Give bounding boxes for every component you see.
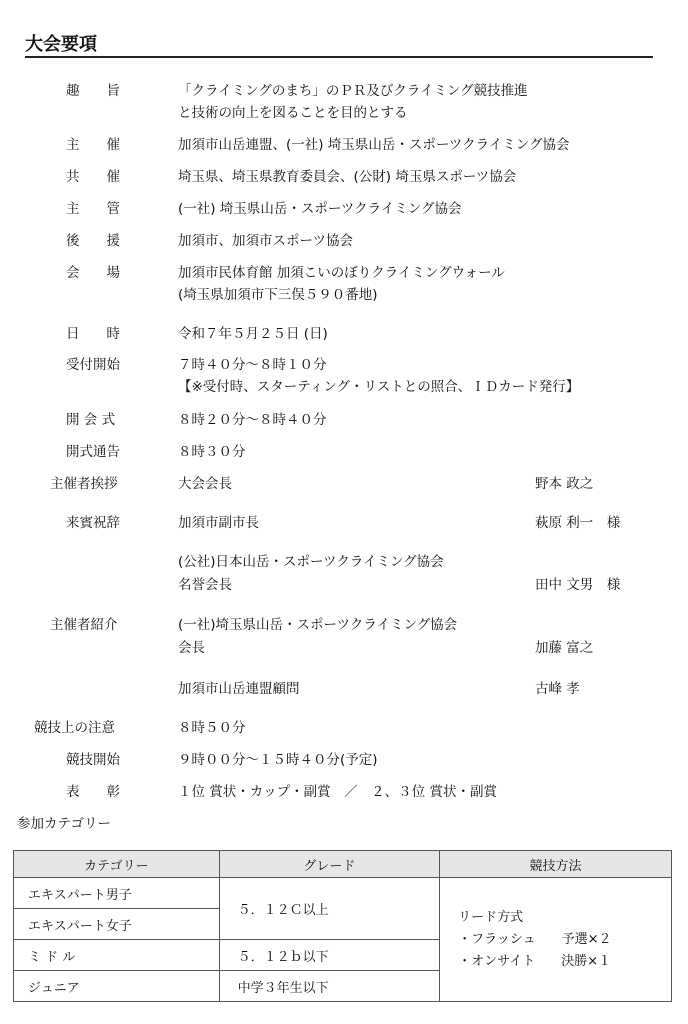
- label-venue: 会 場: [66, 265, 120, 281]
- category-junior: ジュニア: [14, 971, 220, 1002]
- value-reception-note: 【※受付時、スターティング・リストとの照合、ＩＤカード発行】: [178, 379, 580, 395]
- grade-middle: ５．１２ｂ以下: [219, 940, 440, 971]
- label-support: 後 援: [66, 233, 120, 249]
- label-competition-start: 競技開始: [66, 752, 120, 768]
- label-opening-notice: 開式通告: [66, 444, 120, 460]
- value-competition-notes: ８時５０分: [178, 720, 246, 736]
- page-title: 大会要項: [25, 34, 97, 55]
- method-flash: ・フラッシュ 予選×２: [458, 931, 612, 947]
- value-host2-person: 古峰 孝: [535, 681, 580, 697]
- label-purpose: 趣 旨: [66, 83, 120, 99]
- value-guest2-person: 田中 文男 様: [535, 577, 621, 593]
- method-cell: [440, 878, 672, 1002]
- value-guest1-person: 萩原 利一 様: [535, 515, 621, 531]
- label-competition-notes: 競技上の注意: [34, 720, 115, 736]
- method-onsight: ・オンサイト 決勝×１: [458, 953, 612, 969]
- value-host1-role: 会長: [178, 640, 205, 656]
- label-guest-speeches: 来賓祝辞: [66, 515, 120, 531]
- header-method: 競技方法: [440, 851, 672, 878]
- label-management: 主 管: [66, 201, 120, 217]
- value-management: (一社) 埼玉県山岳・スポーツクライミング協会: [178, 201, 462, 217]
- value-host-greeting-role: 大会会長: [178, 476, 232, 492]
- table-row: [14, 878, 672, 909]
- value-date: 令和７年５月２５日 (日): [178, 326, 328, 342]
- label-host-greeting: 主催者挨拶: [50, 476, 118, 492]
- value-guest2-org: (公社)日本山岳・スポーツクライミング協会: [178, 554, 444, 570]
- category-middle: ミ ド ル: [14, 940, 220, 971]
- method-lead: リード方式: [458, 909, 524, 925]
- value-venue-line2: (埼玉県加須市下三俣５９０番地): [178, 287, 378, 303]
- label-opening-ceremony: 開 会 式: [66, 412, 116, 428]
- value-purpose-line1: 「クライミングのまち」のＰＲ及びクライミング競技推進: [178, 83, 528, 99]
- value-guest2-role: 名誉会長: [178, 577, 232, 593]
- value-purpose-line2: と技術の向上を図ることを目的とする: [178, 105, 408, 121]
- value-host1-person: 加藤 富之: [535, 640, 594, 656]
- value-organizer: 加須市山岳連盟、(一社) 埼玉県山岳・スポーツクライミング協会: [178, 137, 570, 153]
- grade-junior: 中学３年生以下: [219, 971, 440, 1002]
- category-expert-men: エキスパート男子: [14, 878, 220, 909]
- value-support: 加須市、加須市スポーツ協会: [178, 233, 353, 249]
- header-category: カテゴリー: [14, 851, 220, 878]
- value-venue-line1: 加須市民体育館 加須こいのぼりクライミングウォール: [178, 265, 505, 281]
- label-co-organizer: 共 催: [66, 169, 120, 185]
- categories-caption: 参加カテゴリー: [17, 816, 111, 832]
- header-grade: グレード: [219, 851, 440, 878]
- value-awards: １位 賞状・カップ・副賞 ／ ２、３位 賞状・副賞: [178, 784, 497, 800]
- value-competition-start: ９時００分～１５時４０分(予定): [178, 752, 378, 768]
- value-opening-ceremony: ８時２０分～８時４０分: [178, 412, 327, 428]
- label-reception: 受付開始: [66, 357, 120, 373]
- label-awards: 表 彰: [66, 784, 120, 800]
- grade-expert: ５．１２Ｃ以上: [219, 878, 440, 940]
- value-guest1-role: 加須市副市長: [178, 515, 259, 531]
- value-opening-notice: ８時３０分: [178, 444, 246, 460]
- value-reception-time: ７時４０分～８時１０分: [178, 357, 327, 373]
- label-organizer: 主 催: [66, 137, 120, 153]
- table-header-row: [14, 851, 672, 878]
- value-host-greeting-person: 野本 政之: [535, 476, 594, 492]
- categories-table: [13, 850, 672, 1002]
- category-expert-women: エキスパート女子: [14, 909, 220, 940]
- value-host1-org: (一社)埼玉県山岳・スポーツクライミング協会: [178, 617, 458, 633]
- label-date: 日 時: [66, 326, 120, 342]
- value-co-organizer: 埼玉県、埼玉県教育委員会、(公財) 埼玉県スポーツ協会: [178, 169, 517, 185]
- value-host2-role: 加須市山岳連盟顧問: [178, 681, 300, 697]
- label-host-introduction: 主催者紹介: [50, 617, 118, 633]
- title-divider: [25, 56, 653, 58]
